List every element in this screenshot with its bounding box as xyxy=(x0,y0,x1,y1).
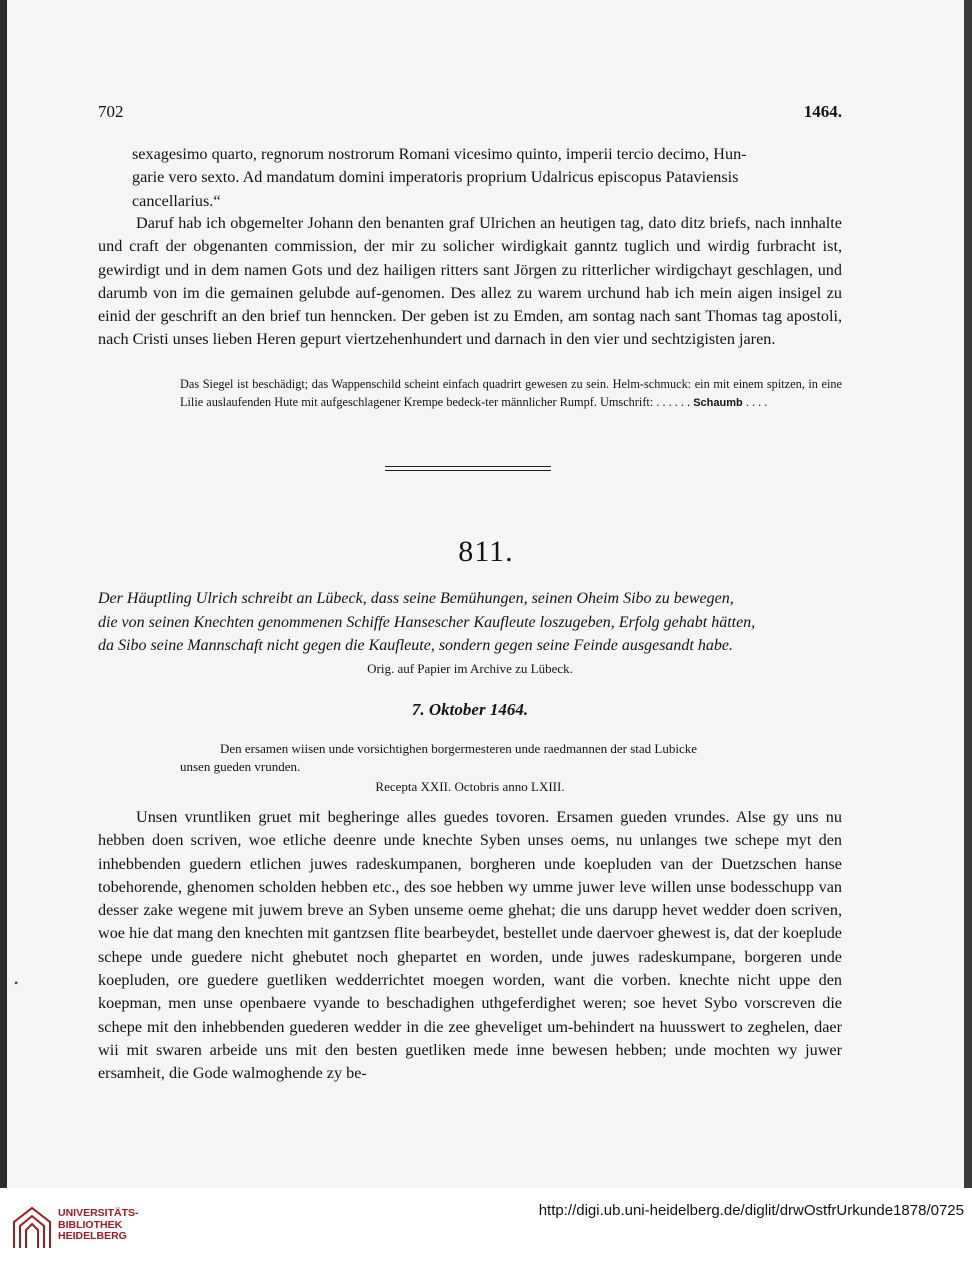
continuation-text xyxy=(98,143,876,213)
document-date: 7. Oktober 1464. xyxy=(411,700,529,719)
summary-line: da Sibo seine Mannschaft nicht gegen die Kaufleute, sondern gegen seine Feinde ausgesandt habe. xyxy=(98,637,733,654)
letter-address xyxy=(180,740,842,796)
seal-inscription: Schaumb xyxy=(693,396,743,409)
library-name: UNIVERSITÄTS- BIBLIOTHEK HEIDELBERG xyxy=(58,1207,139,1242)
scan-edge-right xyxy=(964,0,972,1188)
received-note: Recepta XXII. Octobris anno LXIII. xyxy=(375,779,565,794)
seal-tail: . . . . xyxy=(745,394,768,409)
document-number: 811. xyxy=(458,535,514,568)
regest-summary xyxy=(98,587,842,658)
summary-line: Der Häuptling Ulrich schreibt an Lübeck, dass seine Bemühungen, seinen Oheim Sibo zu bewegen, xyxy=(98,590,734,607)
margin-mark: • xyxy=(14,976,19,990)
seal-note xyxy=(180,376,842,412)
seal-description: Das Siegel ist beschädigt; das Wappenschild scheint einfach quadrirt gewesen zu sein. Helm-schmuck: ein mit einem spitzen, in eine Lilie auslaufenden Hute mit aufgeschlagener Krempe bedeck-ter männlicher Rumpf. Umschrift: . . . . . . xyxy=(180,377,842,409)
page-number: 702 xyxy=(98,102,124,121)
permalink-url[interactable]: http://digi.ub.uni-heidelberg.de/diglit/drwOstfrUrkunde1878/0725 xyxy=(538,1202,964,1219)
address-line: Den ersamen wiisen unde vorsichtighen borgermesteren unde raedmannen der stad Lubicke xyxy=(220,741,697,756)
summary-line: die von seinen Knechten genommenen Schiffe Hansescher Kaufleute loszugeben, Erfolg gehabt hätten, xyxy=(98,613,756,631)
letter-body: Unsen vruntliken gruet mit begheringe alles guedes tovoren. Ersamen gueden vrundes. Alse gy uns nu hebben doen scriven, woe etliche deenre unde knechte Syben unses oems, nu unlanges twe schepe myt den inhebbenden guedern etlichen juwes radeskumpanen, borgheren unde koepluden van der Duetzschen hanse tobehorende, ghenomen scholden hebben etc., des soe hebben wy umme juwer leve willen unse bodesschupp van desser zake wegene mit juwem breve an Syben unseme oeme ghehat; die uns darupp hevet wedder doen scriven, woe hie dat mang den knechten mit gantzsen flite bearbeydet, bestellet unde daervoer ghewest is, dat der koeplude schepe unde guedere nicht ghebutet noch ghepartet en worden, unde juwes radeskumpane, borgeren unde koepluden, ore guedere guetliken wedderrichtet moegen worden, want die vorben. knechte nicht uppe den koepman, men unse openbaere vyande to beschadighen uthgeferdighet weren; soe hevet Sybo vorscreven die schepe mit den inhebbenden guederen wedder in die zee gheveliget um-behindert na huusswert to zeghelen, daer wii mit swaren arbeide uns mit den besten guetliken mede inne bewesen hebben; unde mochten wy juwer ersamheit, die Gode walmoghende zy be- xyxy=(98,808,842,1083)
scan-edge-left xyxy=(0,0,7,1188)
page-header xyxy=(98,102,842,126)
continuation-line: garie vero sexto. Ad mandatum domini imperatoris proprium Udalricus episcopus Pataviensis xyxy=(132,168,739,187)
paragraph-ritter: Daruf hab ich obgemelter Johann den benanten graf Ulrichen an heutigen tag, dato ditz briefs, nach innhalte und craft der obgenanten commission, der mir zu solicher wirdigkait ganntz tuglich und wirdig furbracht ist, gewirdigt und in dem namen Gots und dez hailigen ritters sant Jörgen zu ritterlicher wirdigchayt geschlagen, und darumb von im die gemainen gelubde auf-genomen. Des allez zu warem urchund hab ich mein aigen insigel zu einid der geschrift an den brief tun henncken. Der geben ist zu Emden, am sontag nach sant Thomas tag apostoli, nach Cristi unses lieben Heren gepurt viertzehenhundert und darnach in den vier und sechtzigisten jaren. xyxy=(98,214,842,349)
section-divider xyxy=(385,470,551,471)
archive-source: Orig. auf Papier im Archive zu Lübeck. xyxy=(367,661,573,676)
continuation-line: sexagesimo quarto, regnorum nostrorum Romani vicesimo quinto, imperii tercio decimo, Hun- xyxy=(132,145,747,163)
address-line: unsen gueden vrunden. xyxy=(180,759,301,774)
section-divider xyxy=(385,466,551,467)
running-year: 1464. xyxy=(803,102,842,121)
footer-bar xyxy=(0,1188,972,1267)
continuation-line: cancellarius.“ xyxy=(132,191,221,210)
library-logo-icon xyxy=(10,1204,54,1252)
